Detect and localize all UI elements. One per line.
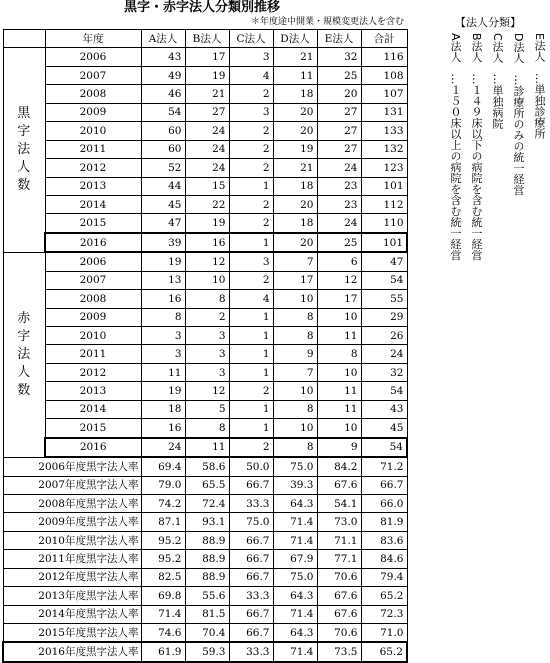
value-cell: 32	[317, 48, 361, 66]
legend-item: C法人 …単独病院	[491, 33, 504, 129]
value-cell: 3	[229, 252, 273, 271]
table-row	[3, 290, 407, 308]
rate-value: 71.4	[273, 605, 317, 623]
rate-value: 71.4	[141, 605, 185, 623]
value-cell: 123	[361, 159, 407, 177]
table-row	[3, 419, 407, 438]
rate-value: 70.6	[317, 568, 361, 586]
rate-label: 2011年度黒字法人率	[3, 550, 141, 568]
year-cell: 2012	[45, 159, 141, 177]
value-cell: 19	[185, 66, 229, 84]
header-row	[3, 30, 407, 48]
black-group-label-text: 黒字法人数	[17, 106, 31, 194]
rate-value: 67.6	[317, 605, 361, 623]
value-cell: 8	[273, 327, 317, 345]
rate-value: 74.2	[141, 494, 185, 512]
value-cell: 1	[229, 233, 273, 252]
value-cell: 7	[273, 252, 317, 271]
rate-value: 66.7	[361, 476, 407, 494]
rate-label: 2012年度黒字法人率	[3, 568, 141, 586]
value-cell: 54	[361, 382, 407, 400]
value-cell: 17	[185, 48, 229, 66]
legend-item: A法人 …１５０床以上の病院を含む統一経営	[449, 33, 462, 261]
rate-value: 95.2	[141, 531, 185, 549]
value-cell: 8	[185, 419, 229, 438]
value-cell: 49	[141, 66, 185, 84]
rate-value: 66.7	[229, 605, 273, 623]
rate-value: 79.4	[361, 568, 407, 586]
rate-value: 87.1	[141, 513, 185, 531]
value-cell: 18	[273, 85, 317, 103]
value-cell: 12	[317, 271, 361, 289]
rate-label: 2009年度黒字法人率	[3, 513, 141, 531]
legend-title: 【法人分類】	[455, 16, 521, 29]
table-row	[3, 400, 407, 418]
year-cell: 2009	[45, 308, 141, 326]
rate-value: 81.9	[361, 513, 407, 531]
rate-value: 33.3	[229, 642, 273, 661]
year-cell: 2008	[45, 85, 141, 103]
value-cell: 20	[317, 85, 361, 103]
rate-row	[3, 494, 407, 512]
value-cell: 18	[273, 214, 317, 233]
value-cell: 55	[361, 290, 407, 308]
value-cell: 25	[317, 233, 361, 252]
rate-value: 64.3	[273, 494, 317, 512]
rate-value: 66.7	[229, 550, 273, 568]
value-cell: 10	[273, 382, 317, 400]
statistics-table	[2, 29, 408, 663]
value-cell: 19	[141, 382, 185, 400]
rate-row	[3, 587, 407, 605]
value-cell: 2	[229, 271, 273, 289]
rate-label: 2013年度黒字法人率	[3, 587, 141, 605]
rate-row	[3, 605, 407, 623]
rate-value: 88.9	[185, 550, 229, 568]
value-cell: 60	[141, 122, 185, 140]
year-cell: 2006	[45, 252, 141, 271]
value-cell: 24	[185, 159, 229, 177]
value-cell: 24	[185, 122, 229, 140]
value-cell: 45	[141, 195, 185, 213]
rate-value: 54.1	[317, 494, 361, 512]
value-cell: 32	[361, 363, 407, 381]
value-cell: 20	[273, 195, 317, 213]
rate-value: 71.1	[317, 531, 361, 549]
value-cell: 3	[185, 327, 229, 345]
value-cell: 43	[361, 400, 407, 418]
table-title: 黒字・赤字法人分類別推移	[123, 0, 280, 15]
rate-value: 65.2	[361, 587, 407, 605]
value-cell: 47	[361, 252, 407, 271]
table-row	[3, 327, 407, 345]
year-cell: 2016	[45, 438, 141, 457]
table-row	[3, 177, 407, 195]
year-cell: 2015	[45, 214, 141, 233]
value-cell: 24	[317, 159, 361, 177]
rate-value: 71.4	[273, 513, 317, 531]
rate-value: 50.0	[229, 457, 273, 476]
value-cell: 16	[185, 233, 229, 252]
value-cell: 112	[361, 195, 407, 213]
value-cell: 3	[141, 345, 185, 363]
value-cell: 19	[185, 214, 229, 233]
value-cell: 2	[229, 85, 273, 103]
table-row	[3, 103, 407, 121]
rate-value: 84.2	[317, 457, 361, 476]
header-corner	[3, 30, 45, 48]
rate-value: 82.5	[141, 568, 185, 586]
year-cell: 2010	[45, 327, 141, 345]
rate-value: 58.6	[185, 457, 229, 476]
column-header: C法人	[229, 30, 273, 48]
rate-value: 59.3	[185, 642, 229, 661]
year-cell: 2011	[45, 140, 141, 158]
value-cell: 24	[141, 438, 185, 457]
rate-value: 71.0	[361, 624, 407, 643]
value-cell: 1	[229, 327, 273, 345]
year-cell: 2014	[45, 195, 141, 213]
rate-value: 66.7	[229, 531, 273, 549]
value-cell: 1	[229, 308, 273, 326]
legend-list	[424, 33, 550, 283]
black-group-label	[3, 48, 45, 252]
red-group-label	[3, 252, 45, 457]
value-cell: 8	[141, 308, 185, 326]
year-cell: 2015	[45, 419, 141, 438]
table-row	[3, 233, 407, 252]
value-cell: 10	[185, 271, 229, 289]
value-cell: 8	[317, 345, 361, 363]
value-cell: 110	[361, 214, 407, 233]
legend-item: B法人 …１４９床以下の病院を含む統一経営	[470, 33, 483, 261]
legend-item: E法人 …単独診療所	[533, 33, 546, 139]
value-cell: 132	[361, 140, 407, 158]
column-header: E法人	[317, 30, 361, 48]
year-cell: 2013	[45, 177, 141, 195]
value-cell: 24	[185, 140, 229, 158]
rate-value: 33.3	[229, 494, 273, 512]
value-cell: 13	[141, 271, 185, 289]
year-cell: 2010	[45, 122, 141, 140]
rate-value: 66.7	[229, 624, 273, 643]
rate-value: 69.4	[141, 457, 185, 476]
value-cell: 23	[317, 177, 361, 195]
rate-value: 39.3	[273, 476, 317, 494]
value-cell: 29	[361, 308, 407, 326]
rate-row	[3, 550, 407, 568]
column-header: 年度	[45, 30, 141, 48]
value-cell: 27	[317, 122, 361, 140]
value-cell: 2	[229, 159, 273, 177]
rate-value: 88.9	[185, 568, 229, 586]
rate-value: 70.6	[317, 624, 361, 643]
rate-value: 83.6	[361, 531, 407, 549]
value-cell: 19	[273, 140, 317, 158]
value-cell: 3	[185, 345, 229, 363]
rate-value: 93.1	[185, 513, 229, 531]
value-cell: 2	[229, 195, 273, 213]
value-cell: 10	[317, 363, 361, 381]
column-header: A法人	[141, 30, 185, 48]
value-cell: 60	[141, 140, 185, 158]
value-cell: 24	[361, 345, 407, 363]
red-group-label-text: 赤字法人数	[17, 310, 31, 398]
value-cell: 17	[317, 290, 361, 308]
rate-value: 71.2	[361, 457, 407, 476]
value-cell: 101	[361, 233, 407, 252]
rate-value: 71.4	[273, 531, 317, 549]
table-row	[3, 140, 407, 158]
value-cell: 101	[361, 177, 407, 195]
table-row	[3, 363, 407, 381]
rate-value: 71.4	[273, 642, 317, 661]
value-cell: 20	[273, 122, 317, 140]
rate-value: 66.7	[229, 476, 273, 494]
rate-value: 33.3	[229, 587, 273, 605]
value-cell: 3	[185, 363, 229, 381]
value-cell: 131	[361, 103, 407, 121]
value-cell: 8	[273, 308, 317, 326]
value-cell: 27	[185, 103, 229, 121]
rate-value: 67.9	[273, 550, 317, 568]
value-cell: 107	[361, 85, 407, 103]
rate-row	[3, 624, 407, 643]
table-row	[3, 345, 407, 363]
rate-value: 69.8	[141, 587, 185, 605]
value-cell: 24	[317, 214, 361, 233]
column-header: D法人	[273, 30, 317, 48]
value-cell: 54	[361, 271, 407, 289]
value-cell: 20	[273, 103, 317, 121]
rate-row	[3, 513, 407, 531]
table-row	[3, 159, 407, 177]
rate-value: 72.3	[361, 605, 407, 623]
rate-value: 72.4	[185, 494, 229, 512]
value-cell: 1	[229, 419, 273, 438]
value-cell: 9	[317, 438, 361, 457]
rate-row	[3, 476, 407, 494]
year-cell: 2014	[45, 400, 141, 418]
value-cell: 21	[185, 85, 229, 103]
rate-value: 55.6	[185, 587, 229, 605]
rate-value: 79.0	[141, 476, 185, 494]
rate-value: 70.4	[185, 624, 229, 643]
year-cell: 2007	[45, 66, 141, 84]
value-cell: 18	[273, 177, 317, 195]
year-cell: 2016	[45, 233, 141, 252]
rate-value: 66.7	[229, 568, 273, 586]
value-cell: 8	[185, 290, 229, 308]
value-cell: 22	[185, 195, 229, 213]
rate-value: 67.6	[317, 476, 361, 494]
rate-row	[3, 642, 407, 661]
value-cell: 4	[229, 290, 273, 308]
value-cell: 116	[361, 48, 407, 66]
value-cell: 9	[273, 345, 317, 363]
table-row	[3, 252, 407, 271]
value-cell: 10	[273, 419, 317, 438]
rate-label: 2016年度黒字法人率	[3, 642, 141, 661]
value-cell: 11	[317, 400, 361, 418]
value-cell: 3	[141, 327, 185, 345]
value-cell: 3	[229, 48, 273, 66]
value-cell: 21	[273, 159, 317, 177]
rate-value: 81.5	[185, 605, 229, 623]
value-cell: 23	[317, 195, 361, 213]
rate-label: 2010年度黒字法人率	[3, 531, 141, 549]
year-cell: 2008	[45, 290, 141, 308]
rate-label: 2015年度黒字法人率	[3, 624, 141, 643]
table-row	[3, 438, 407, 457]
table-row	[3, 66, 407, 84]
value-cell: 2	[229, 438, 273, 457]
rate-label: 2007年度黒字法人率	[3, 476, 141, 494]
value-cell: 18	[141, 400, 185, 418]
value-cell: 27	[317, 140, 361, 158]
table-row	[3, 195, 407, 213]
rate-value: 64.3	[273, 587, 317, 605]
value-cell: 8	[273, 400, 317, 418]
rate-value: 73.0	[317, 513, 361, 531]
value-cell: 27	[317, 103, 361, 121]
value-cell: 11	[317, 327, 361, 345]
value-cell: 10	[317, 419, 361, 438]
value-cell: 2	[229, 214, 273, 233]
value-cell: 45	[361, 419, 407, 438]
value-cell: 19	[141, 252, 185, 271]
value-cell: 39	[141, 233, 185, 252]
value-cell: 16	[141, 419, 185, 438]
value-cell: 4	[229, 66, 273, 84]
value-cell: 11	[185, 438, 229, 457]
value-cell: 1	[229, 345, 273, 363]
value-cell: 1	[229, 177, 273, 195]
rate-value: 61.9	[141, 642, 185, 661]
value-cell: 12	[185, 252, 229, 271]
rate-row	[3, 568, 407, 586]
value-cell: 21	[273, 48, 317, 66]
rate-value: 77.1	[317, 550, 361, 568]
value-cell: 7	[273, 363, 317, 381]
rate-label: 2014年度黒字法人率	[3, 605, 141, 623]
table-row	[3, 382, 407, 400]
value-cell: 133	[361, 122, 407, 140]
rate-label: 2008年度黒字法人率	[3, 494, 141, 512]
column-header: 合計	[361, 30, 407, 48]
value-cell: 20	[273, 233, 317, 252]
rate-value: 65.2	[361, 642, 407, 661]
table-row	[3, 308, 407, 326]
value-cell: 16	[141, 290, 185, 308]
year-cell: 2006	[45, 48, 141, 66]
value-cell: 47	[141, 214, 185, 233]
rate-value: 65.5	[185, 476, 229, 494]
value-cell: 2	[229, 140, 273, 158]
year-cell: 2009	[45, 103, 141, 121]
year-cell: 2012	[45, 363, 141, 381]
year-cell: 2011	[45, 345, 141, 363]
value-cell: 3	[229, 103, 273, 121]
rate-value: 75.0	[229, 513, 273, 531]
rate-value: 84.6	[361, 550, 407, 568]
value-cell: 12	[185, 382, 229, 400]
value-cell: 15	[185, 177, 229, 195]
value-cell: 2	[229, 122, 273, 140]
value-cell: 10	[317, 308, 361, 326]
rate-value: 75.0	[273, 568, 317, 586]
value-cell: 25	[317, 66, 361, 84]
rate-value: 67.6	[317, 587, 361, 605]
value-cell: 17	[273, 271, 317, 289]
value-cell: 108	[361, 66, 407, 84]
table-row	[3, 122, 407, 140]
rate-label: 2006年度黒字法人率	[3, 457, 141, 476]
table-row	[3, 85, 407, 103]
value-cell: 5	[185, 400, 229, 418]
value-cell: 1	[229, 363, 273, 381]
value-cell: 6	[317, 252, 361, 271]
value-cell: 2	[229, 382, 273, 400]
rate-value: 88.9	[185, 531, 229, 549]
value-cell: 11	[141, 363, 185, 381]
rate-value: 64.3	[273, 624, 317, 643]
table-row	[3, 271, 407, 289]
rate-row	[3, 531, 407, 549]
rate-value: 74.6	[141, 624, 185, 643]
rate-value: 75.0	[273, 457, 317, 476]
value-cell: 8	[273, 438, 317, 457]
column-header: B法人	[185, 30, 229, 48]
rate-row	[3, 457, 407, 476]
legend-item: D法人 …診療所のみの統一経営	[512, 33, 525, 196]
rate-value: 95.2	[141, 550, 185, 568]
value-cell: 44	[141, 177, 185, 195]
value-cell: 1	[229, 400, 273, 418]
value-cell: 43	[141, 48, 185, 66]
value-cell: 10	[273, 290, 317, 308]
year-cell: 2013	[45, 382, 141, 400]
rate-value: 66.0	[361, 494, 407, 512]
table-row	[3, 214, 407, 233]
value-cell: 54	[361, 438, 407, 457]
value-cell: 26	[361, 327, 407, 345]
value-cell: 11	[273, 66, 317, 84]
rate-value: 73.5	[317, 642, 361, 661]
value-cell: 2	[185, 308, 229, 326]
year-cell: 2007	[45, 271, 141, 289]
value-cell: 52	[141, 159, 185, 177]
value-cell: 54	[141, 103, 185, 121]
table-row	[3, 48, 407, 66]
table-note: ＊年度途中開業・規模変更法人を含む	[250, 17, 404, 27]
value-cell: 46	[141, 85, 185, 103]
value-cell: 11	[317, 382, 361, 400]
